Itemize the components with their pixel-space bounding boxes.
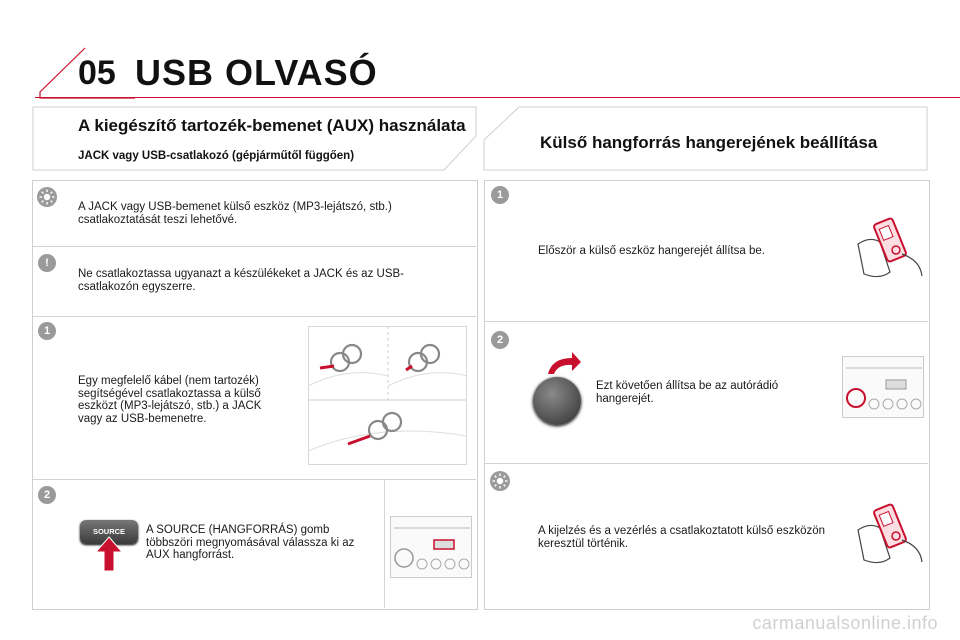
step-2-text: Ezt követően állítsa be az autórádió hangerejét. bbox=[596, 380, 779, 405]
step-2-badge: 2 bbox=[491, 331, 509, 349]
column-divider bbox=[384, 480, 385, 608]
row-divider bbox=[485, 321, 928, 322]
step-1-badge: 1 bbox=[38, 322, 56, 340]
step-1-badge: 1 bbox=[491, 186, 509, 204]
left-section-title: A kiegészítő tartozék-bemenet (AUX) használata bbox=[78, 116, 466, 135]
cable-connection-illustration bbox=[308, 326, 468, 466]
sun-icon bbox=[489, 470, 511, 492]
footer-watermark: carmanualsonline.info bbox=[752, 613, 938, 633]
step-1-text: Először a külső eszköz hangerejét állítsa be. bbox=[538, 245, 765, 257]
row-divider bbox=[485, 463, 928, 464]
chapter-number: 05 bbox=[78, 54, 116, 92]
info-text: A kijelzés és a vezérlés a csatlakoztatott külső eszközön keresztül történik. bbox=[538, 525, 826, 550]
info-text: A JACK vagy USB-bemenet külső eszköz (MP3-lejátszó, stb.) csatlakoztatását teszi lehetővé. bbox=[78, 201, 392, 226]
volume-knob bbox=[533, 377, 581, 425]
hand-device-icon bbox=[850, 500, 926, 570]
radio-panel-illustration bbox=[842, 356, 924, 418]
warning-text: Ne csatlakoztassa ugyanazt a készülékeket a JACK és az USB-csatlakozón egyszerre. bbox=[78, 268, 404, 293]
hand-device-icon bbox=[850, 214, 926, 284]
step-2-badge: 2 bbox=[38, 486, 56, 504]
row-divider bbox=[33, 246, 476, 247]
header-rule bbox=[35, 97, 960, 98]
step-2-text: A SOURCE (HANGFORRÁS) gomb többszöri megnyomásával válassza ki az AUX hangforrást. bbox=[146, 524, 355, 561]
up-arrow-icon bbox=[94, 536, 124, 572]
warning-icon: ! bbox=[38, 254, 56, 272]
step-1-text: Egy megfelelő kábel (nem tartozék) segítségével csatlakoztassa a külső eszközt (MP3-lejátszó, stb.) a JACK vagy az USB-bemenetre. bbox=[78, 375, 262, 425]
source-button-label: SOURCE bbox=[92, 527, 126, 536]
page-title: USB OLVASÓ bbox=[135, 52, 378, 93]
radio-panel-illustration bbox=[390, 516, 472, 578]
row-divider bbox=[33, 316, 476, 317]
sun-icon bbox=[36, 186, 58, 208]
row-divider bbox=[33, 479, 476, 480]
right-section-title: Külső hangforrás hangerejének beállítása bbox=[540, 133, 878, 152]
left-section-subtitle: JACK vagy USB-csatlakozó (gépjárműtől függően) bbox=[78, 150, 355, 162]
rotate-arrow-icon bbox=[546, 350, 582, 376]
